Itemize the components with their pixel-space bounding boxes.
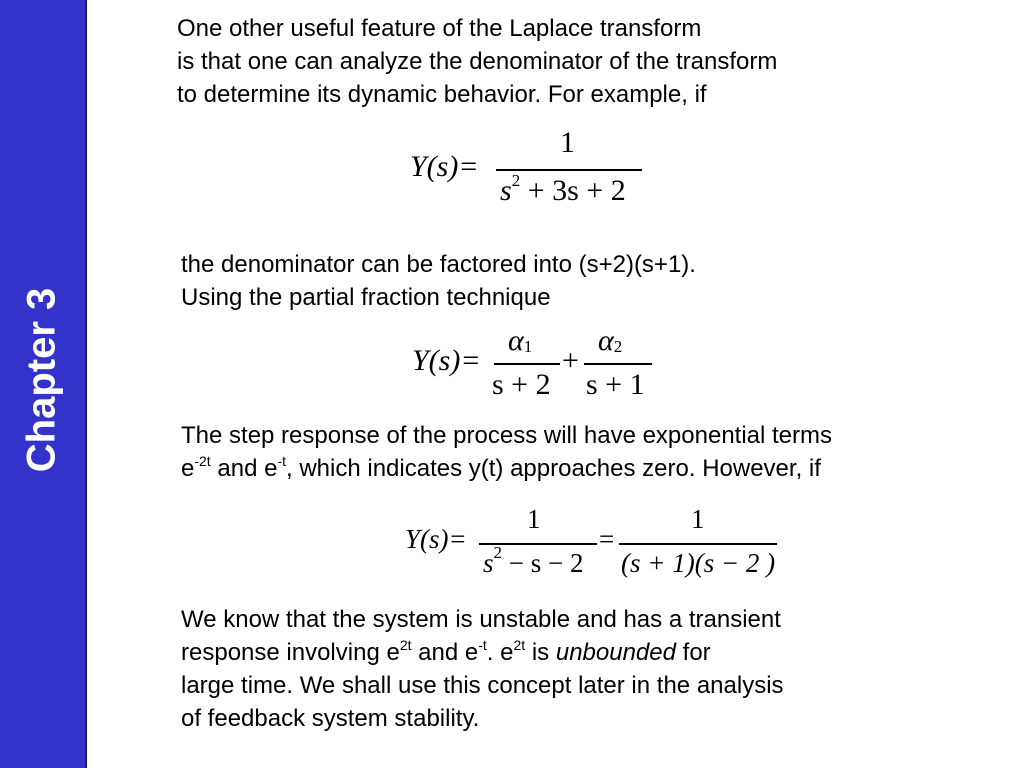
intro-line-1: One other useful feature of the Laplace transform [177, 15, 702, 42]
intro-line-2: is that one can analyze the denominator of the transform [177, 48, 778, 75]
conclusion-line-2: response involving $e^{2t}$ and $e^{-t}$. $e^{2t}$ is unbounded for [181, 637, 711, 666]
step-line-2: $e^{-2t}$ and $e^{-t}$, which indicates y(t) approaches zero. However, if [181, 453, 821, 482]
eq3-numerator-1: 1 [527, 504, 541, 534]
eq2-fraction-bar-1 [494, 363, 560, 365]
conclusion-line-3: large time. We shall use this concept later in the analysis [181, 672, 784, 699]
eq2-denominator-2: s + 1 [586, 368, 645, 401]
conclusion-line-4: of feedback system stability. [181, 705, 480, 732]
eq2-plus: + [562, 344, 579, 377]
eq1-lhs: Y(s)= [410, 150, 479, 183]
eq2-fraction-bar-2 [584, 363, 652, 365]
equation-3 [405, 506, 795, 586]
intro-paragraph [177, 12, 777, 111]
unbounded-emphasis: unbounded [555, 639, 676, 666]
equation-2 [412, 324, 652, 408]
eq2-alpha-1: $\alpha_1$ [508, 324, 533, 357]
eq3-equals: = [599, 524, 615, 554]
conclusion-line-1: We know that the system is unstable and has a transient [181, 606, 781, 633]
factored-line-1: the denominator can be factored into (s+2)(s+1). [181, 251, 696, 278]
eq2-denominator-1: s + 2 [492, 368, 551, 401]
eq2-lhs: Y(s)= [412, 344, 481, 377]
eq3-fraction-bar-2 [619, 543, 777, 545]
eq1-denominator: $s^2 + 3s + 2$ [500, 171, 626, 207]
chapter-sidebar [0, 0, 87, 768]
eq3-numerator-2: 1 [691, 504, 705, 534]
conclusion-paragraph [181, 603, 784, 735]
eq3-denominator-2: (s + 1)(s − 2 ) [621, 548, 776, 578]
step-paragraph [181, 419, 832, 485]
equation-1 [410, 128, 650, 218]
factored-line-2: Using the partial fraction technique [181, 284, 551, 311]
step-line-1: The step response of the process will have exponential terms [181, 422, 833, 449]
eq3-denominator-1: $s^2 - s - 2$ [483, 543, 584, 578]
eq1-numerator: 1 [560, 126, 575, 159]
factored-paragraph [181, 248, 696, 314]
eq2-alpha-2: $\alpha_2$ [598, 324, 623, 357]
eq3-lhs: Y(s)= [405, 524, 467, 554]
intro-line-3: to determine its dynamic behavior. For example, if [177, 81, 707, 108]
chapter-label: Chapter 3 [19, 287, 64, 473]
